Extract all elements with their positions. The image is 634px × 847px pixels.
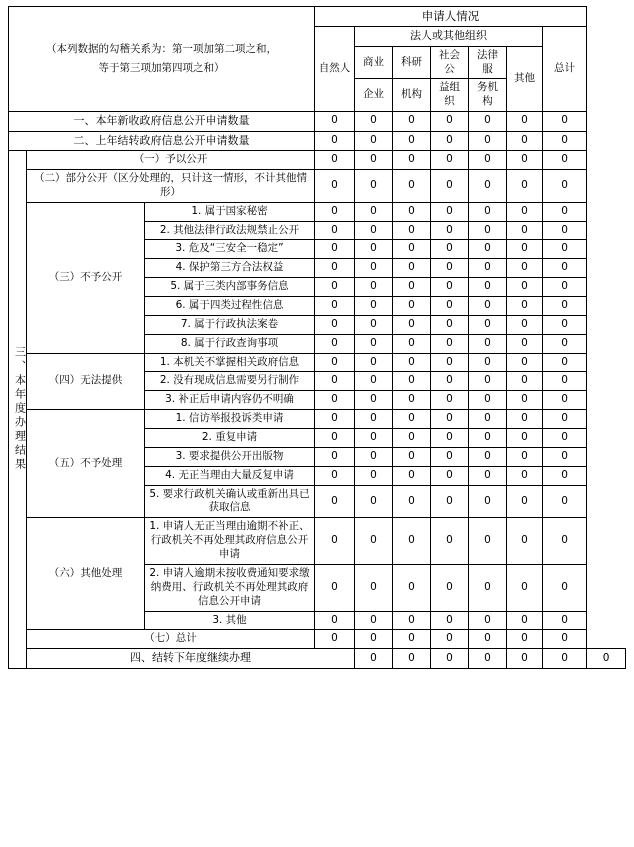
row-label: 1. 信访举报投诉类申请 [145,410,315,429]
cell-value: 0 [543,447,587,466]
cell-value: 0 [469,297,507,316]
cell-value: 0 [431,410,469,429]
header-row-1 [9,7,626,27]
cell-value: 0 [543,485,587,518]
cell-value: 0 [431,611,469,630]
cell-value: 0 [507,429,543,448]
cell-value: 0 [431,259,469,278]
cell-value: 0 [543,202,587,221]
cell-value: 0 [543,429,587,448]
cell-value: 0 [543,221,587,240]
cell-value: 0 [355,564,393,611]
column-header-commercial-enterprise-line1: 商业 [355,46,393,79]
cell-value: 0 [469,485,507,518]
cell-value: 0 [315,221,355,240]
row-label: 1. 本机关不掌握相关政府信息 [145,353,315,372]
prompt-note-cell [9,7,315,112]
cell-value: 0 [507,564,543,611]
cell-value: 0 [315,202,355,221]
cell-value: 0 [393,240,431,259]
cell-value: 0 [393,334,431,353]
cell-value: 0 [431,447,469,466]
cell-value: 0 [315,391,355,410]
cell-value: 0 [507,353,543,372]
row-label: 3. 危及“三安全一稳定” [145,240,315,259]
column-header-other: 其他 [507,46,543,111]
row-label: 3. 补正后申请内容仍不明确 [145,391,315,410]
row-label: 2. 申请人逾期未按收费通知要求缴纳费用、行政机关不再处理其政府信息公开申请 [145,564,315,611]
row-label: 3. 要求提供公开出版物 [145,447,315,466]
cell-value: 0 [543,151,587,170]
cell-value: 0 [469,278,507,297]
cell-value: 0 [355,410,393,429]
row-label: 5. 属于三类内部事务信息 [145,278,315,297]
cell-value: 0 [315,518,355,565]
cell-value: 0 [507,391,543,410]
cell-value: 0 [469,259,507,278]
cell-value: 0 [393,221,431,240]
cell-value: 0 [393,410,431,429]
cell-value: 0 [543,410,587,429]
cell-value: 0 [355,518,393,565]
cell-value: 0 [355,630,393,649]
cell-value: 0 [507,410,543,429]
cell-value: 0 [507,278,543,297]
cell-value: 0 [431,466,469,485]
cell-value: 0 [355,112,393,132]
cell-value: 0 [393,278,431,297]
cell-value: 0 [431,353,469,372]
cell-value: 0 [355,297,393,316]
cell-value: 0 [355,372,393,391]
cell-value: 0 [543,297,587,316]
cell-value: 0 [355,240,393,259]
cell-value: 0 [393,485,431,518]
cell-value: 0 [315,564,355,611]
cell-value: 0 [469,391,507,410]
cell-value: 0 [393,466,431,485]
cell-value: 0 [469,202,507,221]
cell-value: 0 [507,151,543,170]
cell-value: 0 [315,297,355,316]
cell-value: 0 [355,447,393,466]
column-header-legal-service-org-line1: 法律服 [469,46,507,79]
cell-value: 0 [469,221,507,240]
cell-value: 0 [469,240,507,259]
cell-value: 0 [431,170,469,203]
column-header-research-institution-line1: 科研 [393,46,431,79]
cell-value: 0 [393,112,431,132]
cell-value: 0 [315,485,355,518]
cell-value: 0 [507,297,543,316]
cell-value: 0 [315,240,355,259]
cell-value: 0 [543,353,587,372]
cell-value: 0 [431,630,469,649]
cell-value: 0 [315,278,355,297]
cell-value: 0 [315,429,355,448]
row-label: 5. 要求行政机关确认或重新出具已获取信息 [145,485,315,518]
cell-value: 0 [431,315,469,334]
row-label-carried-over-requests: 二、上年结转政府信息公开申请数量 [9,131,315,151]
row-label-carry-forward-next-year: 四、结转下年度继续办理 [27,649,355,669]
cell-value: 0 [543,315,587,334]
cell-value: 0 [507,259,543,278]
column-header-total: 总计 [543,27,587,112]
cell-value: 0 [431,649,469,669]
cell-value: 0 [543,170,587,203]
cell-value: 0 [315,112,355,132]
cell-value: 0 [315,259,355,278]
cell-value: 0 [393,649,431,669]
cell-value: 0 [469,564,507,611]
cell-value: 0 [543,372,587,391]
cell-value: 0 [315,131,355,151]
cell-value: 0 [355,131,393,151]
row-label: 2. 重复申请 [145,429,315,448]
cell-value: 0 [355,429,393,448]
row-label: 1. 申请人无正当理由逾期不补正、行政机关不再处理其政府信息公开申请 [145,518,315,565]
cell-value: 0 [543,334,587,353]
cell-value: 0 [507,447,543,466]
cell-value: 0 [543,391,587,410]
row-label: 1. 属于国家秘密 [145,202,315,221]
cell-value: 0 [507,466,543,485]
cell-value: 0 [393,391,431,410]
cell-value: 0 [393,315,431,334]
cell-value: 0 [393,131,431,151]
cell-value: 0 [469,112,507,132]
row-label: 2. 没有现成信息需要另行制作 [145,372,315,391]
cell-value: 0 [543,131,587,151]
cell-value: 0 [355,649,393,669]
cell-value: 0 [543,466,587,485]
cell-value: 0 [469,649,507,669]
cell-value: 0 [355,334,393,353]
cell-value: 0 [431,485,469,518]
cell-value: 0 [315,611,355,630]
row-label: 3. 其他 [145,611,315,630]
cell-value: 0 [315,630,355,649]
column-header-social-welfare-org-line1: 社会公 [431,46,469,79]
cell-value: 0 [355,151,393,170]
cell-value: 0 [507,240,543,259]
cell-value: 0 [315,410,355,429]
row-group-label-not-disclosed: （三）不予公开 [27,202,145,353]
cell-value: 0 [355,611,393,630]
cell-value: 0 [507,630,543,649]
cell-value: 0 [507,372,543,391]
cell-value: 0 [469,131,507,151]
row-group-label-text: 三、本年度办理结果 [13,346,27,473]
cell-value: 0 [393,611,431,630]
column-header-legal-service-org-line2: 务机构 [469,79,507,112]
row-label: 8. 属于行政查询事项 [145,334,315,353]
cell-value: 0 [507,518,543,565]
table-row [9,353,626,372]
cell-value: 0 [393,202,431,221]
applicant-situation-header: 申请人情况 [315,7,587,27]
cell-value: 0 [469,372,507,391]
row-label: 4. 保护第三方合法权益 [145,259,315,278]
cell-value: 0 [355,485,393,518]
cell-value: 0 [587,649,626,669]
cell-value: 0 [543,259,587,278]
cell-value: 0 [469,429,507,448]
cell-value: 0 [543,240,587,259]
cell-value: 0 [355,259,393,278]
table-row [9,202,626,221]
cell-value: 0 [469,611,507,630]
cell-value: 0 [543,630,587,649]
prompt-note-line2: 等于第三项加第四项之和） [98,62,225,75]
cell-value: 0 [507,131,543,151]
table-row [9,151,626,170]
cell-value: 0 [507,649,543,669]
cell-value: 0 [431,278,469,297]
row-label: 7. 属于行政执法案卷 [145,315,315,334]
cell-value: 0 [315,315,355,334]
cell-value: 0 [315,353,355,372]
row-label-new-requests: 一、本年新收政府信息公开申请数量 [9,112,315,132]
row-group-label-unable-to-provide: （四）无法提供 [27,353,145,410]
cell-value: 0 [543,564,587,611]
row-label-partially-disclosed: （二）部分公开（区分处理的，只计这一情形，不计其他情形） [27,170,315,203]
cell-value: 0 [315,466,355,485]
cell-value: 0 [431,372,469,391]
cell-value: 0 [431,429,469,448]
cell-value: 0 [393,429,431,448]
table-row [9,112,626,132]
cell-value: 0 [469,466,507,485]
row-label-disclosed: （一）予以公开 [27,151,315,170]
row-group-label-annual-handling-results [9,151,27,669]
cell-value: 0 [315,170,355,203]
cell-value: 0 [469,630,507,649]
column-header-commercial-enterprise-line2: 企业 [355,79,393,112]
cell-value: 0 [507,202,543,221]
cell-value: 0 [355,202,393,221]
cell-value: 0 [469,151,507,170]
cell-value: 0 [431,564,469,611]
cell-value: 0 [469,170,507,203]
cell-value: 0 [543,278,587,297]
cell-value: 0 [355,353,393,372]
row-group-label-other-handling: （六）其他处理 [27,518,145,630]
cell-value: 0 [393,353,431,372]
government-info-disclosure-request-table [8,6,626,669]
cell-value: 0 [431,221,469,240]
table-row [9,649,626,669]
cell-value: 0 [431,518,469,565]
cell-value: 0 [431,151,469,170]
cell-value: 0 [315,372,355,391]
cell-value: 0 [355,315,393,334]
column-header-research-institution-line2: 机构 [393,79,431,112]
cell-value: 0 [469,518,507,565]
cell-value: 0 [431,202,469,221]
cell-value: 0 [393,259,431,278]
cell-value: 0 [431,112,469,132]
cell-value: 0 [355,221,393,240]
cell-value: 0 [315,151,355,170]
cell-value: 0 [469,353,507,372]
cell-value: 0 [393,564,431,611]
cell-value: 0 [431,391,469,410]
row-label: 2. 其他法律行政法规禁止公开 [145,221,315,240]
cell-value: 0 [431,297,469,316]
cell-value: 0 [469,334,507,353]
cell-value: 0 [315,447,355,466]
table-row [9,630,626,649]
cell-value: 0 [393,151,431,170]
cell-value: 0 [543,518,587,565]
prompt-note-line1: （本列数据的勾稽关系为：第一项加第二项之和， [46,42,277,55]
row-label: 4. 无正当理由大量反复申请 [145,466,315,485]
cell-value: 0 [355,170,393,203]
cell-value: 0 [393,518,431,565]
cell-value: 0 [543,649,587,669]
legal-or-other-org-header: 法人或其他组织 [355,27,543,47]
cell-value: 0 [469,447,507,466]
cell-value: 0 [355,278,393,297]
table-row [9,410,626,429]
cell-value: 0 [507,112,543,132]
cell-value: 0 [543,112,587,132]
cell-value: 0 [507,221,543,240]
cell-value: 0 [507,485,543,518]
cell-value: 0 [355,466,393,485]
cell-value: 0 [507,334,543,353]
cell-value: 0 [543,611,587,630]
cell-value: 0 [355,391,393,410]
table-row [9,518,626,565]
cell-value: 0 [393,630,431,649]
column-header-natural-person: 自然人 [315,27,355,112]
table-row [9,131,626,151]
cell-value: 0 [393,297,431,316]
cell-value: 0 [315,334,355,353]
row-label-subtotal: （七）总计 [27,630,315,649]
row-group-label-not-processed: （五）不予处理 [27,410,145,518]
cell-value: 0 [469,410,507,429]
cell-value: 0 [431,334,469,353]
cell-value: 0 [469,315,507,334]
row-label: 6. 属于四类过程性信息 [145,297,315,316]
cell-value: 0 [431,131,469,151]
cell-value: 0 [393,372,431,391]
cell-value: 0 [393,170,431,203]
column-header-social-welfare-org-line2: 益组织 [431,79,469,112]
cell-value: 0 [507,611,543,630]
cell-value: 0 [507,170,543,203]
cell-value: 0 [393,447,431,466]
cell-value: 0 [507,315,543,334]
table-row [9,170,626,203]
cell-value: 0 [431,240,469,259]
